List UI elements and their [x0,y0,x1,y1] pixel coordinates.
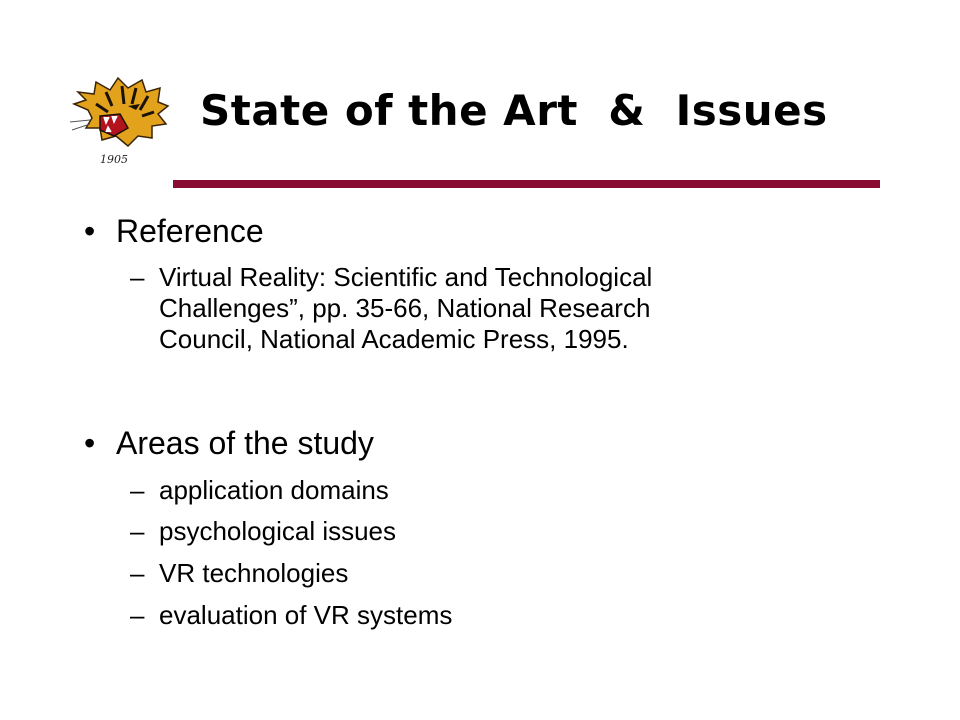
bullet-dot: • [84,213,96,249]
dash-marker: – [130,262,145,292]
dash-marker: – [130,558,145,588]
bullet-label: Reference [116,213,264,249]
logo-year: 1905 [100,153,128,166]
bullet-reference [84,213,264,250]
reference-line-2: Challenges”, pp. 35-66, National Research [159,293,651,323]
bullet-label: Areas of the study [116,425,374,461]
reference-line-3: Council, National Academic Press, 1995. [159,324,629,354]
slide-title: State of the Art & Issues [200,86,828,135]
dash-marker: – [130,516,145,546]
tiger-logo [66,70,186,170]
tiger-head-icon [66,70,186,170]
reference-line-1: Virtual Reality: Scientific and Technological [159,262,653,292]
dash-marker: – [130,600,145,630]
sub-item-label: evaluation of VR systems [159,600,453,630]
sub-item-label: psychological issues [159,516,397,546]
bullet-areas [84,425,374,462]
dash-marker: – [130,475,145,505]
title-divider [173,180,880,188]
sub-item-label: VR technologies [159,558,349,588]
bullet-dot: • [84,425,96,461]
sub-item-label: application domains [159,475,389,505]
